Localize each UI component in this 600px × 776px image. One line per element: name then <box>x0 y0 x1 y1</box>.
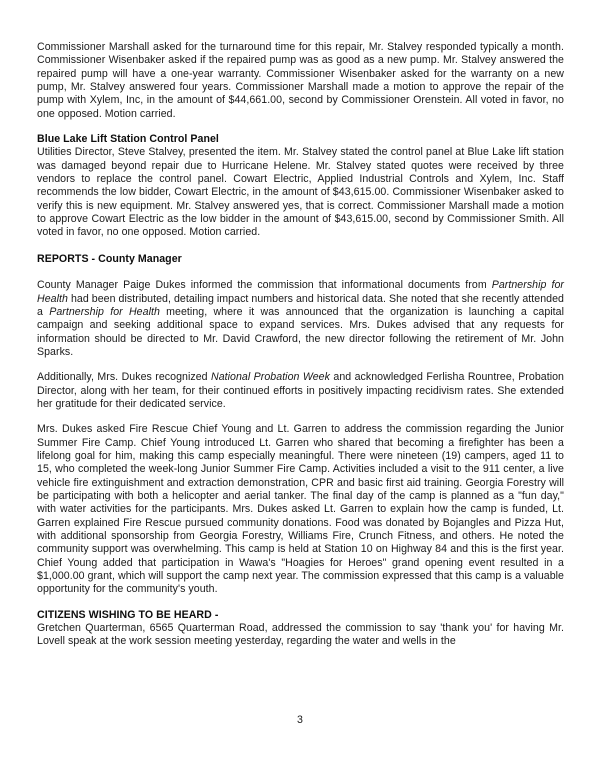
heading-reports-county-manager: REPORTS - County Manager <box>37 252 182 265</box>
paragraph-partnership-for-health: County Manager Paige Dukes informed the commission that informational documents from Partnership for Health had been distributed, detailing impact numbers and historical data. She noted that she recently attended a Partnership for Health meeting, where it was announced that the organization is launching a capital campaign and seeking additional space to expand services. Mrs. Dukes advised that any requests for information should be directed to Mr. David Crawford, the new director following the retirement of Mr. John Sparks. <box>37 279 565 358</box>
paragraph-pump-repair: Commissioner Marshall asked for the turnaround time for this repair, Mr. Stalvey responded typically a month. Commissioner Wisenbaker asked if the repaired pump was as good as a new pump. Mr. Stalvey answered the repaired pump will have a one-year warranty. Commissioner Wisenbaker asked for the warranty on a new pump, Mr. Stalvey answered four years. Commissioner Marshall made a motion to approve the repair of the pump with Xylem, Inc, in the amount of $44,661.00, second by Commissioner Orenstein. All voted in favor, no one opposed. Motion carried. <box>37 41 564 120</box>
italic-run: Partnership for Health <box>37 279 565 305</box>
italic-run: Partnership for Health <box>49 305 160 318</box>
heading-citizens-wishing-to-be-heard: CITIZENS WISHING TO BE HEARD - <box>37 608 219 621</box>
paragraph-national-probation-week: Additionally, Mrs. Dukes recognized National Probation Week and acknowledged Ferlisha Rountree, Probation Director, along with her team, for their continued efforts in positively impacting recidivism rates. She extended her gratitude for their dedicated service. <box>37 371 564 410</box>
document-body <box>37 41 564 649</box>
paragraph-blue-lake-lift-station: Utilities Director, Steve Stalvey, presented the item. Mr. Stalvey stated the control panel at Blue Lake lift station was damaged beyond repair due to Hurricane Helene. Mr. Stalvey stated quotes were received by three vendors to replace the control panel. Cowart Electric, Applied Industrial Controls and Xylem, Inc. Staff recommends the low bidder, Cowart Electric, in the amount of $43,615.00. Commissioner Wisenbaker asked to verify this is new equipment. Mr. Stalvey answered yes, that is correct. Commissioner Marshall made a motion to approve Cowart Electric as the low bidder in the amount of $43,615.00, second by Commissioner Smith. All voted in favor, no one opposed. Motion carried. <box>37 146 564 239</box>
paragraph-gretchen-quarterman: Gretchen Quarterman, 6565 Quarterman Road, addressed the commission to say 'thank you' for having Mr. Lovell speak at the work session meeting yesterday, regarding the water and wells in the <box>37 622 564 648</box>
page-number: 3 <box>297 714 303 726</box>
italic-run: National Probation Week <box>211 371 330 384</box>
heading-blue-lake-lift-station-control-panel: Blue Lake Lift Station Control Panel <box>37 133 219 146</box>
paragraph-junior-summer-fire-camp: Mrs. Dukes asked Fire Rescue Chief Young and Lt. Garren to address the commission regarding the Junior Summer Fire Camp. Chief Young introduced Lt. Garren who shared that becoming a firefighter has been a lifelong goal for him, making this camp especially meaningful. There were nineteen (19) campers, aged 11 to 15, who completed the week-long Junior Summer Fire Camp. Activities included a visit to the 911 center, a live vehicle fire extinguishment and extraction demonstration, CPR and basic first aid training. Georgia Forestry will be participating with both a helicopter and aerial tanker. The final day of the camp is planned as a "fun day," with water activities for the participants. Mrs. Dukes asked Lt. Garren to explain how the camp is funded, Lt. Garren explained Fire Rescue pursued community donations. Food was donated by Bojangles and Pizza Hut, with additional sponsorship from Georgia Forestry, Williams Fire, Crunch Fitness, and others. He noted the community support was overwhelming. This camp is held at Station 10 on Highway 84 and this is the first year. Chief Young added that participation in Wawa's "Hoagies for Heroes" grand opening event resulted in a $1,000.00 grant, which will support the camp next year. The commission expressed that this camp is a valuable opportunity for the community's youth. <box>37 423 564 596</box>
